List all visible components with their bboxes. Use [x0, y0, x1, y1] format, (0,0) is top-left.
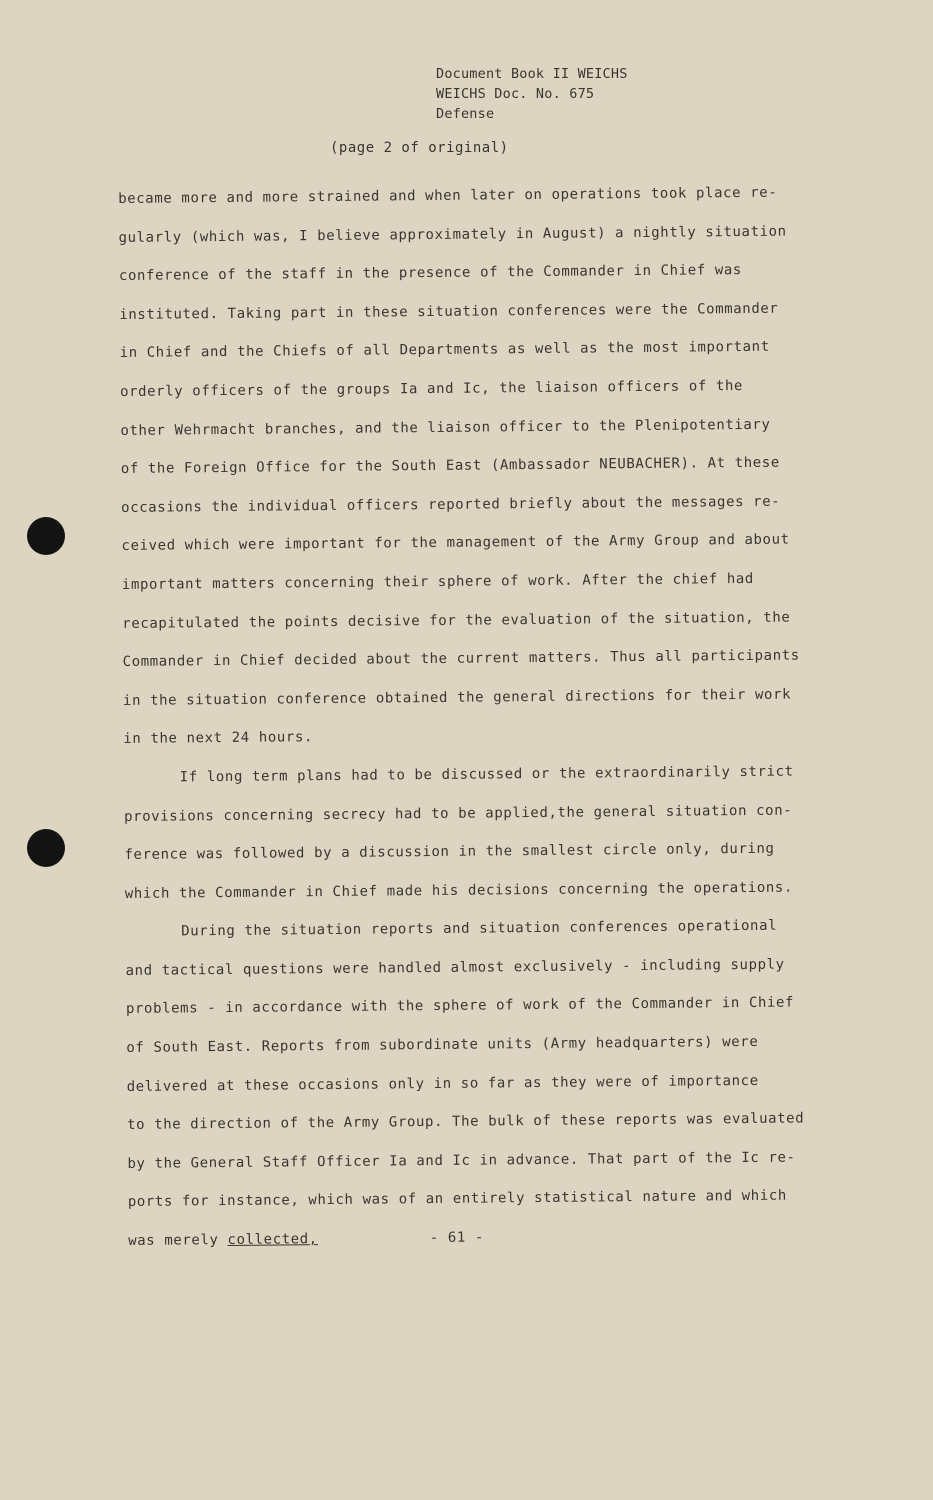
text-line: of South East. Reports from subordinate units (Army headquarters) were — [126, 1033, 759, 1057]
text-line: instituted. Taking part in these situation conferences were the Commander — [119, 300, 779, 323]
text-line: to the direction of the Army Group. The bulk of these reports was evaluated — [126, 1110, 805, 1134]
last-line-text: was merely — [128, 1232, 228, 1249]
header-line-2: WEICHS Doc. No. 675 — [436, 86, 595, 102]
text-line: of the Foreign Office for the South East (Ambassador NEUBACHER). At these — [120, 454, 780, 478]
text-line: important matters concerning their sphere of work. After the chief had — [121, 570, 754, 593]
paragraph-start-line: If long term plans had to be discussed or the extraordinarily strict — [179, 763, 794, 786]
page-number: - 61 - — [429, 1229, 485, 1247]
text-line: provisions concerning secrecy had to be applied,the general situation con- — [124, 802, 793, 825]
text-line: other Wehrmacht branches, and the liaison officer to the Plenipotentiary — [120, 416, 771, 439]
text-line: ports for instance, which was of an entirely statistical nature and which — [127, 1188, 787, 1211]
text-line: occasions the individual officers reported briefly about the messages re- — [121, 493, 781, 516]
text-line: ceived which were important for the management of the Army Group and about — [121, 531, 790, 555]
text-line: in the next 24 hours. — [123, 729, 314, 748]
text-line: in Chief and the Chiefs of all Departments as well as the most important — [119, 339, 770, 362]
text-line: in the situation conference obtained the general directions for their work — [122, 686, 792, 709]
original-page-note: (page 2 of original) — [330, 140, 509, 156]
text-line: ference was followed by a discussion in the smallest circle only, during — [124, 840, 775, 864]
text-line: recapitulated the points decisive for the evaluation of the situation, the — [122, 609, 791, 632]
text-line: orderly officers of the groups Ia and Ic, the liaison officers of the — [119, 377, 744, 400]
underlined-word: collected, — [227, 1231, 318, 1249]
punch-hole-lower — [27, 829, 65, 867]
text-line: which the Commander in Chief made his decisions concerning the operations. — [124, 879, 794, 902]
text-line: and tactical questions were handled almost exclusively - including supply — [125, 956, 785, 979]
header-line-1: Document Book II WEICHS — [436, 66, 628, 82]
text-line: gularly (which was, I believe approximately in August) a nightly situation — [118, 223, 787, 246]
text-line: by the General Staff Officer Ia and Ic in advance. That part of the Ic re- — [127, 1149, 796, 1172]
document-header — [436, 64, 628, 124]
text-line: problems - in accordance with the sphere of work of the Commander in Chief — [125, 995, 795, 1018]
punch-hole-upper — [27, 517, 65, 555]
text-line: became more and more strained and when later on operations took place re- — [118, 184, 778, 207]
header-line-3: Defense — [436, 106, 495, 122]
text-line: Commander in Chief decided about the current matters. Thus all participants — [122, 647, 800, 671]
last-text-line — [128, 1215, 858, 1261]
text-line: delivered at these occasions only in so far as they were of importance — [126, 1072, 759, 1095]
paragraph-start-line: During the situation reports and situation conferences operational — [181, 917, 778, 940]
text-line: conference of the staff in the presence of the Commander in Chief was — [118, 262, 742, 285]
document-body — [118, 173, 858, 1261]
